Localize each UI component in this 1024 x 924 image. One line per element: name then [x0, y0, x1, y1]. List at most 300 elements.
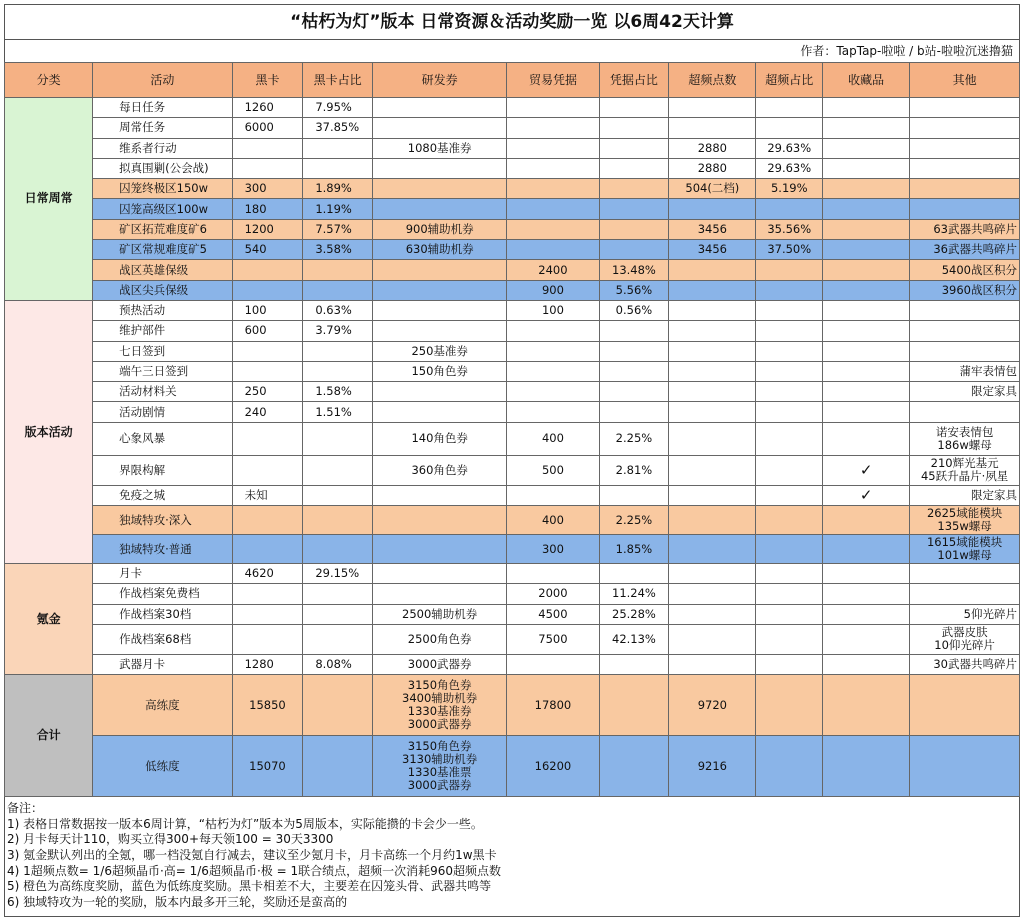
table-row	[5, 382, 1020, 402]
author-credit: 作者：TapTap-啦啦 / b站-啦啦沉迷撸猫	[4, 39, 1020, 62]
black-card-cell	[232, 361, 303, 381]
table-body	[5, 98, 1020, 797]
notes-section	[4, 797, 1020, 917]
other-cell	[910, 199, 1020, 219]
rd-ticket-line: 3150角色券	[407, 678, 472, 693]
other-cell	[910, 624, 1020, 654]
table-row	[5, 535, 1020, 564]
collectible-cell	[823, 219, 910, 239]
reward-table	[4, 62, 1020, 797]
rd-ticket-cell	[373, 382, 507, 402]
table-row	[5, 300, 1020, 320]
total-overclock-points: 9216	[669, 736, 756, 797]
collectible-cell	[823, 199, 910, 219]
activity-name: 武器月卡	[93, 654, 232, 674]
activity-name: 囚笼高级区100w	[93, 199, 232, 219]
total-overclock-points: 9720	[669, 675, 756, 736]
table-row	[5, 199, 1020, 219]
rd-ticket-line: 3130辅助机券	[402, 752, 478, 767]
other-cell	[910, 118, 1020, 138]
other-line: 210辉光基元	[930, 456, 999, 471]
other-line: 45跃升晶片·夙星	[920, 469, 1009, 484]
rd-ticket-cell	[373, 300, 507, 320]
overclock-points-cell	[669, 584, 756, 604]
voucher-pct-cell: 2.25%	[599, 422, 669, 455]
black-card-pct-cell	[303, 455, 373, 485]
black-card-cell	[232, 506, 303, 535]
activity-name: 矿区常规难度矿5	[93, 240, 232, 260]
black-card-pct-cell: 7.95%	[303, 98, 373, 118]
activity-name: 矿区拓荒难度矿6	[93, 219, 232, 239]
rd-ticket-cell: 900辅助机券	[373, 219, 507, 239]
total-black-card-pct	[303, 736, 373, 797]
activity-name: 战区尖兵保级	[93, 280, 232, 300]
activity-name: 每日任务	[93, 98, 232, 118]
other-cell: 36武器共鸣碎片	[910, 240, 1020, 260]
table-row	[5, 361, 1020, 381]
overclock-points-cell	[669, 361, 756, 381]
rd-ticket-cell	[373, 179, 507, 199]
black-card-cell	[232, 535, 303, 564]
other-cell: 5400战区积分	[910, 260, 1020, 280]
voucher-pct-cell	[599, 240, 669, 260]
rd-ticket-cell	[373, 280, 507, 300]
trade-voucher-cell	[507, 158, 599, 178]
overclock-pct-cell	[756, 564, 823, 584]
activity-name: 维护部件	[93, 321, 232, 341]
black-card-pct-cell: 0.63%	[303, 300, 373, 320]
voucher-pct-cell	[599, 564, 669, 584]
black-card-cell	[232, 138, 303, 158]
rd-ticket-cell	[373, 118, 507, 138]
rd-ticket-line: 1330基准票	[407, 765, 472, 780]
rd-ticket-cell	[373, 98, 507, 118]
overclock-pct-cell: 29.63%	[756, 158, 823, 178]
activity-name: 独域特攻·深入	[93, 506, 232, 535]
black-card-pct-cell: 7.57%	[303, 219, 373, 239]
header-trade-voucher: 贸易凭据	[507, 63, 599, 98]
trade-voucher-cell	[507, 361, 599, 381]
trade-voucher-cell: 500	[507, 455, 599, 485]
overclock-pct-cell	[756, 321, 823, 341]
other-cell: 限定家具	[910, 485, 1020, 505]
overclock-pct-cell	[756, 584, 823, 604]
collectible-cell	[823, 158, 910, 178]
table-row	[5, 179, 1020, 199]
total-trade-voucher: 17800	[507, 675, 599, 736]
overclock-points-cell	[669, 98, 756, 118]
collectible-cell	[823, 321, 910, 341]
black-card-pct-cell	[303, 535, 373, 564]
overclock-pct-cell: 37.50%	[756, 240, 823, 260]
voucher-pct-cell: 2.81%	[599, 455, 669, 485]
overclock-pct-cell	[756, 506, 823, 535]
collectible-cell	[823, 280, 910, 300]
black-card-cell	[232, 422, 303, 455]
overclock-points-cell: 3456	[669, 219, 756, 239]
collectible-cell: ✓	[823, 485, 910, 505]
table-row	[5, 675, 1020, 736]
black-card-cell	[232, 341, 303, 361]
voucher-pct-cell	[599, 654, 669, 674]
other-cell	[910, 506, 1020, 535]
other-line: 10仰光碎片	[934, 638, 995, 653]
voucher-pct-cell: 2.25%	[599, 506, 669, 535]
other-line: 1615域能模块	[926, 535, 1003, 550]
overclock-pct-cell	[756, 199, 823, 219]
black-card-cell	[232, 604, 303, 624]
black-card-cell: 1200	[232, 219, 303, 239]
header-other: 其他	[910, 63, 1020, 98]
collectible-cell	[823, 98, 910, 118]
trade-voucher-cell	[507, 199, 599, 219]
overclock-pct-cell	[756, 604, 823, 624]
voucher-pct-cell: 0.56%	[599, 300, 669, 320]
voucher-pct-cell: 25.28%	[599, 604, 669, 624]
note-line: 备注：	[7, 801, 44, 816]
rd-ticket-cell	[373, 485, 507, 505]
overclock-pct-cell	[756, 654, 823, 674]
table-row	[5, 402, 1020, 422]
activity-name: 免疫之城	[93, 485, 232, 505]
total-rd-ticket	[373, 736, 507, 797]
other-cell	[910, 341, 1020, 361]
overclock-points-cell	[669, 300, 756, 320]
overclock-pct-cell: 29.63%	[756, 138, 823, 158]
total-trade-voucher: 16200	[507, 736, 599, 797]
voucher-pct-cell	[599, 341, 669, 361]
table-row	[5, 506, 1020, 535]
rd-ticket-cell	[373, 321, 507, 341]
header-voucher-pct: 凭据占比	[599, 63, 669, 98]
overclock-pct-cell	[756, 341, 823, 361]
trade-voucher-cell: 400	[507, 422, 599, 455]
other-line: 2625域能模块	[926, 506, 1003, 521]
rd-ticket-cell	[373, 158, 507, 178]
total-rd-ticket	[373, 675, 507, 736]
black-card-pct-cell: 37.85%	[303, 118, 373, 138]
overclock-pct-cell	[756, 300, 823, 320]
overclock-pct-cell	[756, 118, 823, 138]
table-row	[5, 118, 1020, 138]
trade-voucher-cell: 100	[507, 300, 599, 320]
overclock-pct-cell	[756, 485, 823, 505]
rd-ticket-cell: 150角色券	[373, 361, 507, 381]
overclock-pct-cell: 35.56%	[756, 219, 823, 239]
total-voucher-pct	[599, 736, 669, 797]
trade-voucher-cell	[507, 382, 599, 402]
collectible-cell	[823, 138, 910, 158]
overclock-points-cell	[669, 280, 756, 300]
voucher-pct-cell	[599, 98, 669, 118]
other-cell	[910, 535, 1020, 564]
rd-ticket-line: 3000武器券	[407, 717, 472, 732]
collectible-cell	[823, 654, 910, 674]
total-black-card-pct	[303, 675, 373, 736]
rd-ticket-cell	[373, 402, 507, 422]
table-row	[5, 422, 1020, 455]
table-row	[5, 138, 1020, 158]
voucher-pct-cell: 1.85%	[599, 535, 669, 564]
black-card-cell	[232, 584, 303, 604]
note-line: 1) 表格日常数据按一版本6周计算，“枯朽为灯”版本为5周版本，实际能攒的卡会少一些。	[7, 816, 483, 831]
black-card-cell	[232, 158, 303, 178]
voucher-pct-cell	[599, 138, 669, 158]
collectible-cell	[823, 118, 910, 138]
other-cell	[910, 455, 1020, 485]
activity-name: 端午三日签到	[93, 361, 232, 381]
collectible-cell	[823, 624, 910, 654]
black-card-cell: 250	[232, 382, 303, 402]
header-row	[5, 63, 1020, 98]
overclock-points-cell	[669, 199, 756, 219]
other-line: 101w螺母	[937, 548, 992, 563]
black-card-cell: 100	[232, 300, 303, 320]
rd-ticket-line: 3400辅助机券	[402, 691, 478, 706]
rd-ticket-cell	[373, 506, 507, 535]
black-card-pct-cell	[303, 485, 373, 505]
overclock-points-cell	[669, 506, 756, 535]
black-card-pct-cell	[303, 341, 373, 361]
overclock-pct-cell	[756, 455, 823, 485]
trade-voucher-cell	[507, 485, 599, 505]
overclock-points-cell	[669, 455, 756, 485]
black-card-pct-cell: 8.08%	[303, 654, 373, 674]
overclock-points-cell	[669, 260, 756, 280]
collectible-cell	[823, 341, 910, 361]
total-label: 低练度	[93, 736, 232, 797]
trade-voucher-cell: 4500	[507, 604, 599, 624]
table-row	[5, 158, 1020, 178]
black-card-cell	[232, 260, 303, 280]
rd-ticket-cell	[373, 584, 507, 604]
header-activity: 活动	[93, 63, 232, 98]
overclock-points-cell: 2880	[669, 158, 756, 178]
trade-voucher-cell: 2000	[507, 584, 599, 604]
other-cell	[910, 138, 1020, 158]
spreadsheet	[4, 4, 1020, 917]
other-cell	[910, 584, 1020, 604]
black-card-pct-cell	[303, 138, 373, 158]
overclock-pct-cell	[756, 535, 823, 564]
voucher-pct-cell	[599, 485, 669, 505]
sheet-title: “枯朽为灯”版本 日常资源＆活动奖励一览 以6周42天计算	[4, 4, 1020, 39]
other-cell	[910, 564, 1020, 584]
overclock-points-cell	[669, 321, 756, 341]
table-row	[5, 485, 1020, 505]
table-row	[5, 240, 1020, 260]
table-row	[5, 564, 1020, 584]
overclock-points-cell	[669, 624, 756, 654]
black-card-cell: 240	[232, 402, 303, 422]
black-card-cell: 1260	[232, 98, 303, 118]
black-card-pct-cell: 1.89%	[303, 179, 373, 199]
trade-voucher-cell: 400	[507, 506, 599, 535]
activity-name: 七日签到	[93, 341, 232, 361]
overclock-points-cell: 504(二档)	[669, 179, 756, 199]
note-line: 3) 氪金默认列出的全氪，哪一档没氪自行减去，建议至少氪月卡，月卡高练一个月约1w黑卡	[7, 848, 497, 863]
overclock-points-cell: 3456	[669, 240, 756, 260]
collectible-cell	[823, 402, 910, 422]
category-paid: 氪金	[5, 564, 93, 675]
overclock-pct-cell	[756, 402, 823, 422]
total-collectible	[823, 736, 910, 797]
overclock-points-cell	[669, 564, 756, 584]
activity-name: 维系者行动	[93, 138, 232, 158]
trade-voucher-cell	[507, 402, 599, 422]
voucher-pct-cell	[599, 158, 669, 178]
overclock-points-cell	[669, 422, 756, 455]
black-card-pct-cell	[303, 506, 373, 535]
other-cell: 5仰光碎片	[910, 604, 1020, 624]
total-black-card: 15850	[232, 675, 303, 736]
activity-name: 作战档案68档	[93, 624, 232, 654]
trade-voucher-cell	[507, 138, 599, 158]
voucher-pct-cell	[599, 179, 669, 199]
voucher-pct-cell	[599, 219, 669, 239]
collectible-cell	[823, 240, 910, 260]
total-overclock-pct	[756, 736, 823, 797]
rd-ticket-cell	[373, 199, 507, 219]
activity-name: 作战档案免费档	[93, 584, 232, 604]
total-collectible	[823, 675, 910, 736]
trade-voucher-cell	[507, 564, 599, 584]
overclock-points-cell: 2880	[669, 138, 756, 158]
total-other	[910, 736, 1020, 797]
header-black-card: 黑卡	[232, 63, 303, 98]
collectible-cell	[823, 506, 910, 535]
collectible-cell	[823, 179, 910, 199]
table-row	[5, 260, 1020, 280]
trade-voucher-cell	[507, 240, 599, 260]
overclock-pct-cell	[756, 280, 823, 300]
activity-name: 囚笼终极区150w	[93, 179, 232, 199]
voucher-pct-cell: 5.56%	[599, 280, 669, 300]
black-card-pct-cell: 1.58%	[303, 382, 373, 402]
other-cell	[910, 402, 1020, 422]
table-row	[5, 624, 1020, 654]
black-card-pct-cell: 1.51%	[303, 402, 373, 422]
collectible-cell	[823, 422, 910, 455]
collectible-cell	[823, 382, 910, 402]
table-row	[5, 280, 1020, 300]
overclock-points-cell	[669, 604, 756, 624]
black-card-pct-cell: 3.58%	[303, 240, 373, 260]
other-cell	[910, 321, 1020, 341]
note-line: 5) 橙色为高练度奖励，蓝色为低练度奖励。黑卡相差不大，主要差在囚笼头骨、武器共鸣等	[7, 879, 492, 894]
table-row	[5, 98, 1020, 118]
collectible-cell	[823, 564, 910, 584]
black-card-pct-cell	[303, 158, 373, 178]
rd-ticket-cell: 360角色券	[373, 455, 507, 485]
rd-ticket-line: 3000武器券	[407, 778, 472, 793]
trade-voucher-cell	[507, 118, 599, 138]
collectible-cell	[823, 604, 910, 624]
black-card-cell	[232, 455, 303, 485]
table-row	[5, 736, 1020, 797]
other-line: 186w螺母	[937, 437, 992, 452]
overclock-points-cell	[669, 402, 756, 422]
category-total: 合计	[5, 675, 93, 797]
table-row	[5, 584, 1020, 604]
voucher-pct-cell: 42.13%	[599, 624, 669, 654]
black-card-cell	[232, 280, 303, 300]
header-overclock-pct: 超频占比	[756, 63, 823, 98]
total-voucher-pct	[599, 675, 669, 736]
rd-ticket-cell	[373, 564, 507, 584]
black-card-pct-cell	[303, 280, 373, 300]
other-cell: 限定家具	[910, 382, 1020, 402]
black-card-cell: 300	[232, 179, 303, 199]
voucher-pct-cell: 13.48%	[599, 260, 669, 280]
rd-ticket-cell	[373, 535, 507, 564]
rd-ticket-cell	[373, 260, 507, 280]
activity-name: 拟真围剿(公会战)	[93, 158, 232, 178]
total-other	[910, 675, 1020, 736]
black-card-pct-cell: 3.79%	[303, 321, 373, 341]
table-row	[5, 654, 1020, 674]
trade-voucher-cell: 2400	[507, 260, 599, 280]
voucher-pct-cell	[599, 402, 669, 422]
table-row	[5, 455, 1020, 485]
other-line: 诺安表情包	[935, 424, 994, 439]
activity-name: 周常任务	[93, 118, 232, 138]
black-card-cell: 4620	[232, 564, 303, 584]
table-row	[5, 604, 1020, 624]
header-overclock-points: 超频点数	[669, 63, 756, 98]
voucher-pct-cell	[599, 361, 669, 381]
collectible-cell	[823, 300, 910, 320]
collectible-cell	[823, 584, 910, 604]
black-card-pct-cell: 1.19%	[303, 199, 373, 219]
voucher-pct-cell	[599, 118, 669, 138]
voucher-pct-cell	[599, 321, 669, 341]
collectible-cell	[823, 535, 910, 564]
rd-ticket-cell: 140角色券	[373, 422, 507, 455]
trade-voucher-cell	[507, 341, 599, 361]
trade-voucher-cell	[507, 654, 599, 674]
header-black-card-pct: 黑卡占比	[303, 63, 373, 98]
activity-name: 月卡	[93, 564, 232, 584]
activity-name: 界限构解	[93, 455, 232, 485]
other-cell: 63武器共鸣碎片	[910, 219, 1020, 239]
activity-name: 活动材料关	[93, 382, 232, 402]
black-card-cell	[232, 624, 303, 654]
collectible-cell	[823, 361, 910, 381]
header-collectible: 收藏品	[823, 63, 910, 98]
black-card-cell: 未知	[232, 485, 303, 505]
collectible-cell: ✓	[823, 455, 910, 485]
note-line: 4) 1超频点数= 1/6超频晶币·高= 1/6超频晶币·极 = 1联合绩点，超频一次消耗960超频点数	[7, 863, 501, 878]
rd-ticket-cell: 630辅助机券	[373, 240, 507, 260]
rd-ticket-cell: 1080基准券	[373, 138, 507, 158]
black-card-pct-cell	[303, 361, 373, 381]
total-black-card: 15070	[232, 736, 303, 797]
activity-name: 活动剧情	[93, 402, 232, 422]
black-card-pct-cell: 29.15%	[303, 564, 373, 584]
trade-voucher-cell: 7500	[507, 624, 599, 654]
other-cell	[910, 98, 1020, 118]
total-label: 高练度	[93, 675, 232, 736]
black-card-pct-cell	[303, 624, 373, 654]
black-card-pct-cell	[303, 422, 373, 455]
overclock-pct-cell	[756, 98, 823, 118]
overclock-pct-cell	[756, 624, 823, 654]
voucher-pct-cell: 11.24%	[599, 584, 669, 604]
other-cell	[910, 300, 1020, 320]
other-line: 武器皮肤	[941, 625, 988, 640]
black-card-pct-cell	[303, 604, 373, 624]
